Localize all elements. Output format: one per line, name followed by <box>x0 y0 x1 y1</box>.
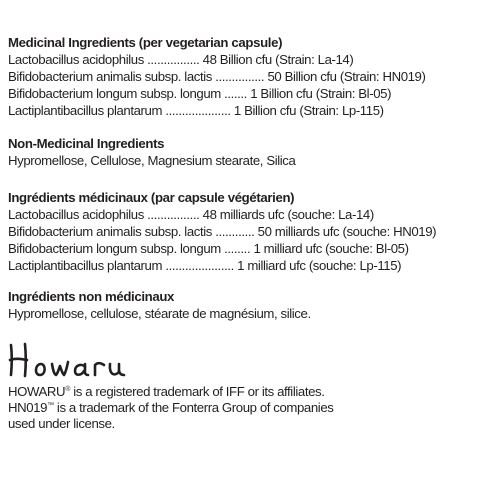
ingredient-line: Bifidobacterium animalis subsp. lactis ............ 50 milliards ufc (souche: HN019) <box>8 224 437 239</box>
ingredient-line: Lactobacillus acidophilus ................ 48 milliards ufc (souche: La-14) <box>8 207 374 222</box>
trademark-line-hn019-text: is a trademark of the Fonterra Group of companies <box>53 400 334 415</box>
ingredient-line: Lactiplantibacillus plantarum .................... 1 Billion cfu (Strain: Lp-115) <box>8 103 384 118</box>
ingredient-line: Bifidobacterium longum subsp. longum ........ 1 milliard ufc (souche: Bl-05) <box>8 241 409 256</box>
hn019-brand: HN019 <box>8 400 48 415</box>
registered-mark: ® <box>65 386 70 393</box>
non-medicinal-ingredients-fr-heading: Ingrédients non médicinaux <box>8 289 175 304</box>
trademark-line-license: used under license. <box>8 416 115 431</box>
medicinal-ingredients-fr-heading: Ingrédients médicinaux (par capsule végétarien) <box>8 190 295 205</box>
trademark-mark: ™ <box>47 402 54 409</box>
medicinal-ingredients-fr <box>8 189 474 274</box>
non-medicinal-ingredients-en-heading: Non-Medicinal Ingredients <box>8 136 165 151</box>
howaru-brand: HOWARU <box>8 384 66 399</box>
non-medicinal-ingredients-fr <box>8 288 474 322</box>
medicinal-ingredients-en-heading: Medicinal Ingredients (per vegetarian capsule) <box>8 35 283 50</box>
non-medicinal-ingredients-en-text: Hypromellose, Cellulose, Magnesium stearate, Silica <box>8 153 296 168</box>
medicinal-ingredients-en <box>8 34 474 119</box>
non-medicinal-ingredients-fr-text: Hypromellose, cellulose, stéarate de magnésium, silice. <box>8 306 311 321</box>
ingredient-line: Bifidobacterium longum subsp. longum ....... 1 Billion cfu (Strain: Bl-05) <box>8 86 392 101</box>
ingredient-line: Lactiplantibacillus plantarum ..................... 1 milliard ufc (souche: Lp-115) <box>8 258 402 273</box>
trademark-line-hn019 <box>8 400 474 416</box>
howaru-logo <box>8 340 156 380</box>
trademark-notice <box>8 384 474 432</box>
ingredient-label <box>8 34 474 432</box>
ingredient-line: Bifidobacterium animalis subsp. lactis ............... 50 Billion cfu (Strain: HN019) <box>8 69 426 84</box>
trademark-line-howaru-text: is a registered trademark of IFF or its affiliates. <box>69 384 325 399</box>
ingredient-line: Lactobacillus acidophilus ................ 48 Billion cfu (Strain: La-14) <box>8 52 354 67</box>
non-medicinal-ingredients-en <box>8 135 474 169</box>
trademark-line-howaru <box>8 384 474 400</box>
